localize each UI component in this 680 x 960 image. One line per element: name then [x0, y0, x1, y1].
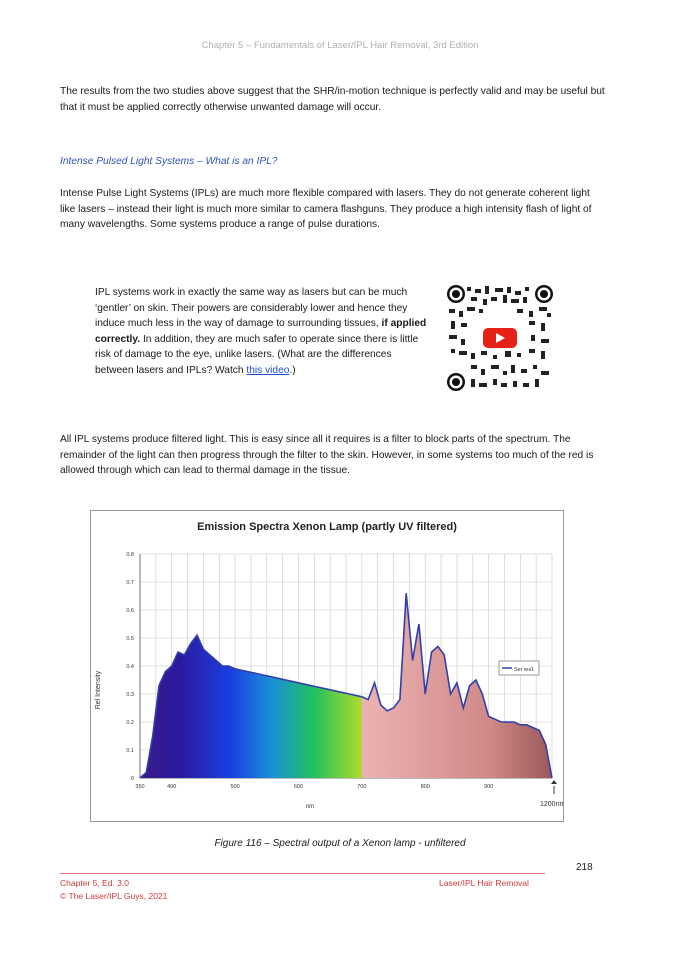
- paragraph-shr-results: The results from the two studies above suggest that the SHR/in-motion technique is perfectly valid and may be useful but that it must be applied correctly otherwise unwanted damage will occur.: [60, 86, 605, 113]
- video-link[interactable]: this video: [246, 364, 290, 376]
- page-number: 218: [576, 862, 593, 873]
- section-heading: Intense Pulsed Light Systems – What is an IPL?: [60, 156, 278, 167]
- paragraph-filtered-light: All IPL systems produce filtered light. This is easy since all it requires is a filter to block parts of the spectrum. The remainder of the light can then progress through the filter to the skin. However, in some systems too much of the red is allowed through which can lead to thermal damage in the tissue.: [60, 434, 594, 477]
- youtube-play-icon: [483, 328, 517, 348]
- qr-finder-top-right: [535, 285, 553, 303]
- paragraph-ipl-intro: Intense Pulse Light Systems (IPLs) are much more flexible compared with lasers. They do not generate coherent light like lasers – instead their light is much more similar to camera flashguns. They produce a high intensity flash of light of many wavelengths. Some systems produce a range of pulse durations.: [60, 188, 592, 231]
- chart-title: Emission Spectra Xenon Lamp (partly UV filtered): [197, 521, 457, 533]
- x-tick-label: 800: [420, 784, 430, 790]
- callout-text-1: IPL systems work in exactly the same way as lasers but can be much ‘gentler’ on skin. Their powers are considerably lower and hence they induce much less in the way of damage to surrounding tissues,: [95, 287, 408, 330]
- y-tick-label: 0: [130, 776, 134, 782]
- legend-label: Ser ies1: [514, 667, 535, 673]
- end-wavelength-label: 1200nm: [540, 801, 564, 808]
- y-tick-label: 0.2: [126, 720, 134, 726]
- callout-text-2: In addition, they are much safer to operate since there is little risk of damage to the eye, unlike lasers. (What are the differences between lasers and IPLs? Watch: [95, 333, 419, 376]
- y-tick-label: 0.8: [126, 552, 134, 558]
- footer-copyright: © The Laser/IPL Guys, 2021: [60, 891, 168, 901]
- x-tick-label: 900: [484, 784, 494, 790]
- qr-finder-top-left: [447, 285, 465, 303]
- y-tick-label: 0.7: [126, 580, 134, 586]
- footer-chapter: Chapter 5, Ed. 3.0: [60, 878, 129, 888]
- footer-divider: [60, 873, 545, 874]
- qr-finder-bottom-left: [447, 373, 465, 391]
- x-tick-label: 700: [357, 784, 367, 790]
- figure-caption: Figure 116 – Spectral output of a Xenon lamp - unfiltered: [214, 838, 466, 849]
- x-tick-label: 350: [135, 784, 145, 790]
- xenon-spectrum-chart: [90, 510, 564, 822]
- y-tick-label: 0.6: [126, 608, 134, 614]
- y-tick-label: 0.5: [126, 636, 134, 642]
- x-axis-label: nm: [305, 804, 315, 810]
- qr-code[interactable]: [445, 283, 555, 393]
- y-axis-label: Rel Intensity: [95, 670, 102, 710]
- x-tick-label: 600: [293, 784, 304, 790]
- y-tick-label: 0.4: [126, 664, 134, 670]
- footer-book-title: Laser/IPL Hair Removal: [439, 878, 529, 888]
- x-tick-label: 400: [167, 784, 177, 790]
- x-tick-label: 500: [230, 784, 240, 790]
- running-header: Chapter 5 – Fundamentals of Laser/IPL Hair Removal, 3rd Edition: [201, 40, 479, 51]
- y-tick-label: 0.3: [126, 692, 134, 698]
- chart-legend: [499, 661, 539, 675]
- y-tick-label: 0.1: [126, 748, 134, 754]
- callout-bold: if applied correctly.: [95, 318, 427, 345]
- ipl-callout-text: [95, 285, 430, 379]
- callout-text-3: .): [289, 364, 296, 376]
